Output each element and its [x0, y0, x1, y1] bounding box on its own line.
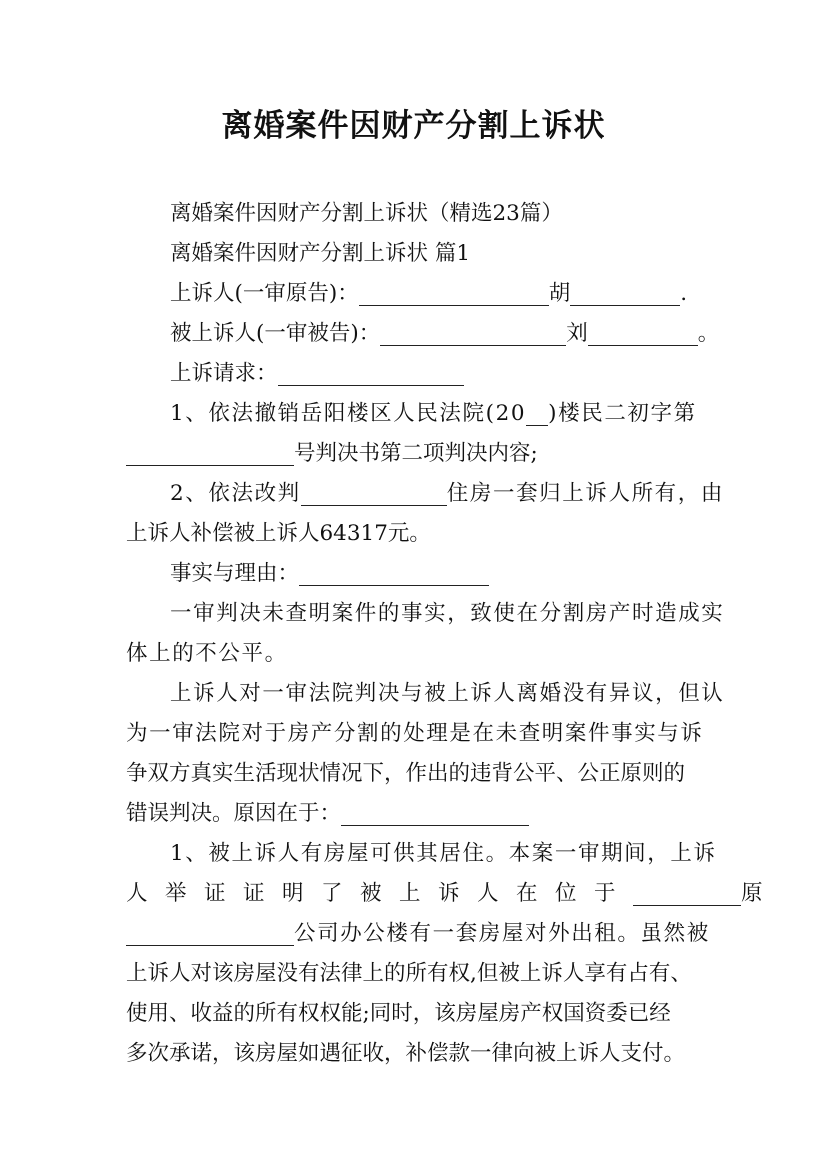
request-item-1-cont: [126, 434, 710, 474]
request-item-1: [126, 394, 710, 434]
appellant-end: .: [680, 281, 688, 306]
appellee-name: 刘: [566, 321, 588, 346]
blank-field: [588, 319, 698, 346]
paragraph-line: 上诉人对该房屋没有法律上的所有权,但被上诉人享有占有、: [126, 961, 692, 986]
appellant-name: 胡: [548, 281, 571, 306]
document-body: [126, 194, 781, 1074]
paragraph-line: [126, 874, 781, 914]
blank-field: [299, 559, 489, 586]
appellee-label: 被上诉人(一审被告)：: [170, 321, 381, 346]
request-1-text: 号判决书第二项判决内容;: [294, 441, 538, 466]
appellee-end: 。: [697, 321, 720, 346]
blank-field: [301, 479, 447, 506]
request-item-2: [126, 474, 724, 514]
paragraph-line: 为一审法院对于房产分割的处理是在未查明案件事实与诉: [126, 721, 704, 746]
paragraph-line: 上诉人对一审法院判决与被上诉人离婚没有异议，但认: [170, 681, 725, 706]
subtitle: 离婚案件因财产分割上诉状（精选23篇）: [170, 201, 563, 226]
paragraph-line: 体上的不公平。: [126, 641, 288, 666]
blank-field: [526, 399, 548, 426]
blank-field: [633, 879, 741, 906]
appellant-label: 上诉人(一审原告)：: [170, 281, 359, 306]
request-2-text: 住房一套归上诉人所有，由: [446, 481, 724, 506]
paragraph-line: [126, 794, 710, 834]
blank-field: [570, 279, 680, 306]
request-line: [126, 354, 710, 394]
blank-field: [126, 919, 294, 946]
blank-field: [278, 359, 464, 386]
blank-field: [126, 439, 294, 466]
blank-field: [359, 279, 549, 306]
paragraph-text: 原: [741, 881, 781, 906]
appellee-line: [126, 314, 720, 354]
request-1-text: 1、依法撤销岳阳楼区人民法院(20: [170, 401, 527, 426]
facts-line: [126, 554, 710, 594]
paragraph-text: 公司办公楼有一套房屋对外出租。虽然被: [294, 921, 710, 946]
request-item-2-cont: 上诉人补偿被上诉人64317元。: [126, 521, 431, 546]
paragraph-line: 使用、收益的所有权权能;同时，该房屋房产权国资委已经: [126, 1001, 671, 1026]
paragraph-line: 1、被上诉人有房屋可供其居住。本案一审期间，上诉: [170, 841, 717, 866]
blank-field: [380, 319, 566, 346]
request-label: 上诉请求：: [170, 361, 278, 386]
document-title: 离婚案件因财产分割上诉状: [221, 108, 606, 144]
request-1-text: )楼民二初字第: [548, 401, 697, 426]
facts-label: 事实与理由：: [170, 561, 300, 586]
section-heading: 离婚案件因财产分割上诉状 篇1: [170, 241, 471, 266]
paragraph-line: [126, 914, 710, 954]
paragraph-line: 多次承诺，该房屋如遇征收，补偿款一律向被上诉人支付。: [126, 1041, 686, 1066]
paragraph-text: 错误判决。原因在于：: [126, 801, 342, 826]
request-2-text: 2、依法改判: [170, 481, 301, 506]
paragraph-text: 人举证证明了被上诉人在位于: [126, 881, 634, 906]
appellant-line: [126, 274, 710, 314]
paragraph-line: 争双方真实生活现状情况下，作出的违背公平、公正原则的: [126, 761, 686, 786]
paragraph-line: 一审判决未查明案件的事实，致使在分割房产时造成实: [170, 601, 725, 626]
blank-field: [341, 799, 529, 826]
